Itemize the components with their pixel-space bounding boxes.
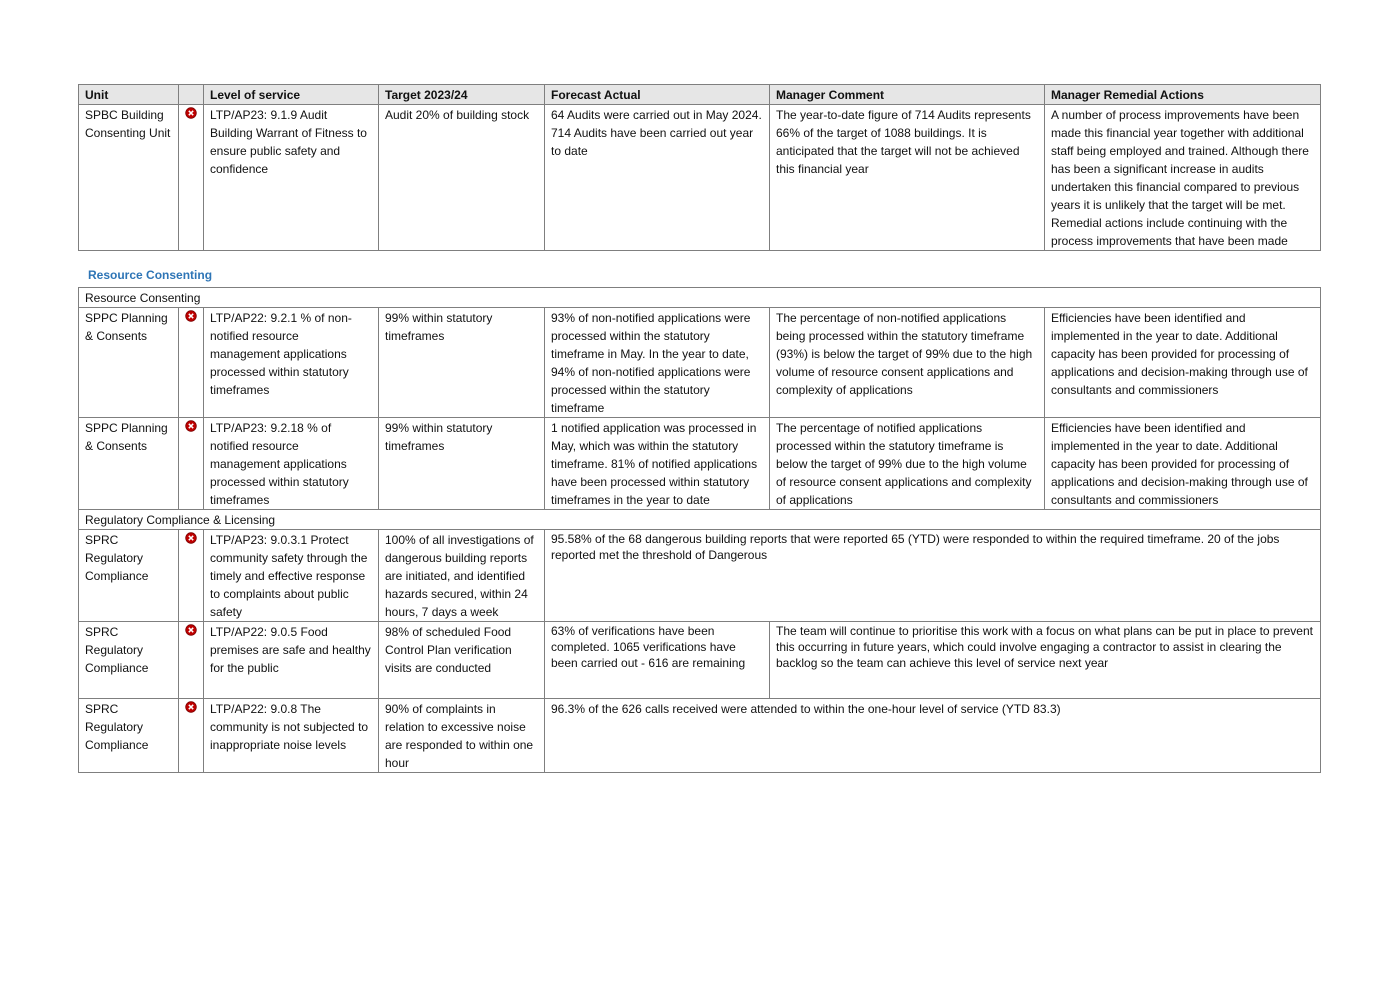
red-cross-icon [185, 420, 197, 432]
status-cell [179, 105, 204, 251]
header-level-of-service: Level of service [204, 85, 379, 105]
consenting-compliance-table [78, 287, 1321, 773]
section-regulatory-compliance: Regulatory Compliance & Licensing [79, 510, 1321, 530]
header-unit: Unit [79, 85, 179, 105]
unit-cell: SPPC Planning & Consents [79, 418, 179, 510]
level-of-service-cell: LTP/AP23: 9.0.3.1 Protect community safety through the timely and effective response to complaints about public safety [204, 530, 379, 622]
header-target: Target 2023/24 [379, 85, 545, 105]
table-row [79, 105, 1321, 251]
unit-cell: SPRC Regulatory Compliance [79, 699, 179, 773]
header-forecast-actual: Forecast Actual [545, 85, 770, 105]
building-consenting-table [78, 84, 1321, 251]
target-cell: 100% of all investigations of dangerous building reports are initiated, and identified hazards secured, within 24 hours, 7 days a week [379, 530, 545, 622]
level-of-service-cell: LTP/AP23: 9.1.9 Audit Building Warrant of Fitness to ensure public safety and confidence [204, 105, 379, 251]
forecast-cell: 64 Audits were carried out in May 2024. 714 Audits have been carried out year to date [545, 105, 770, 251]
red-cross-icon [185, 532, 197, 544]
comment-cell: The percentage of non-notified applications being processed within the statutory timeframe (93%) is below the target of 99% due to the high volume of resource consent applications and complexity of applications [770, 308, 1045, 418]
table-header-row [79, 85, 1321, 105]
level-of-service-cell: LTP/AP22: 9.2.1 % of non-notified resource management applications processed within statutory timeframes [204, 308, 379, 418]
header-status [179, 85, 204, 105]
status-cell [179, 530, 204, 622]
comment-cell: The percentage of notified applications processed within the statutory timeframe is below the target of 99% due to the high volume of resource consent applications and complexity of applications [770, 418, 1045, 510]
status-cell [179, 699, 204, 773]
table-row [79, 308, 1321, 418]
forecast-cell: 96.3% of the 626 calls received were attended to within the one-hour level of service (YTD 83.3) [545, 699, 1321, 773]
table-row [79, 530, 1321, 622]
target-cell: Audit 20% of building stock [379, 105, 545, 251]
table-row [79, 418, 1321, 510]
unit-cell: SPRC Regulatory Compliance [79, 622, 179, 699]
red-cross-icon [185, 701, 197, 713]
level-of-service-cell: LTP/AP22: 9.0.5 Food premises are safe and healthy for the public [204, 622, 379, 699]
target-cell: 90% of complaints in relation to excessive noise are responded to within one hour [379, 699, 545, 773]
forecast-cell: 95.58% of the 68 dangerous building reports that were reported 65 (YTD) were responded to within the required timeframe. 20 of the jobs reported met the threshold of Dangerous [545, 530, 1321, 622]
forecast-cell: 63% of verifications have been completed. 1065 verifications have been carried out - 616 are remaining [545, 622, 770, 699]
status-cell [179, 418, 204, 510]
section-resource-consenting: Resource Consenting [79, 288, 1321, 308]
remedial-cell: Efficiencies have been identified and implemented in the year to date. Additional capacity has been provided for processing of applications and decision-making through use of consultants and commissioners [1045, 308, 1321, 418]
remedial-cell: A number of process improvements have been made this financial year together with additional staff being employed and trained. Although there has been a significant increase in audits undertaken this financial compared to previous years it is unlikely that the target will be met. Remedial actions include continuing with the process improvements that have been made [1045, 105, 1321, 251]
red-cross-icon [185, 310, 197, 322]
status-cell [179, 308, 204, 418]
target-cell: 99% within statutory timeframes [379, 308, 545, 418]
red-cross-icon [185, 624, 197, 636]
forecast-cell: 1 notified application was processed in May, which was within the statutory timeframe. 81% of notified applications have been processed within statutory timeframes in the year to date [545, 418, 770, 510]
resource-consenting-heading: Resource Consenting [88, 268, 213, 282]
header-manager-comment: Manager Comment [770, 85, 1045, 105]
level-of-service-cell: LTP/AP23: 9.2.18 % of notified resource management applications processed within statutory timeframes [204, 418, 379, 510]
section-row [79, 288, 1321, 308]
table-row [79, 622, 1321, 699]
header-remedial-actions: Manager Remedial Actions [1045, 85, 1321, 105]
forecast-cell: 93% of non-notified applications were processed within the statutory timeframe in May. In the year to date, 94% of non-notified applications were processed within the statutory timeframe [545, 308, 770, 418]
remedial-cell: Efficiencies have been identified and implemented in the year to date. Additional capacity has been provided for processing of applications and decision-making through use of consultants and commissioners [1045, 418, 1321, 510]
unit-cell: SPRC Regulatory Compliance [79, 530, 179, 622]
level-of-service-cell: LTP/AP22: 9.0.8 The community is not subjected to inappropriate noise levels [204, 699, 379, 773]
red-cross-icon [185, 107, 197, 119]
comment-cell: The team will continue to prioritise this work with a focus on what plans can be put in place to prevent this occurring in future years, which could involve engaging a contractor to assist in clearing the backlog so the team can achieve this level of service next year [770, 622, 1321, 699]
table-row [79, 699, 1321, 773]
section-row [79, 510, 1321, 530]
comment-cell: The year-to-date figure of 714 Audits represents 66% of the target of 1088 buildings. It is anticipated that the target will not be achieved this financial year [770, 105, 1045, 251]
target-cell: 99% within statutory timeframes [379, 418, 545, 510]
unit-cell: SPPC Planning & Consents [79, 308, 179, 418]
target-cell: 98% of scheduled Food Control Plan verification visits are conducted [379, 622, 545, 699]
unit-cell: SPBC Building Consenting Unit [79, 105, 179, 251]
status-cell [179, 622, 204, 699]
